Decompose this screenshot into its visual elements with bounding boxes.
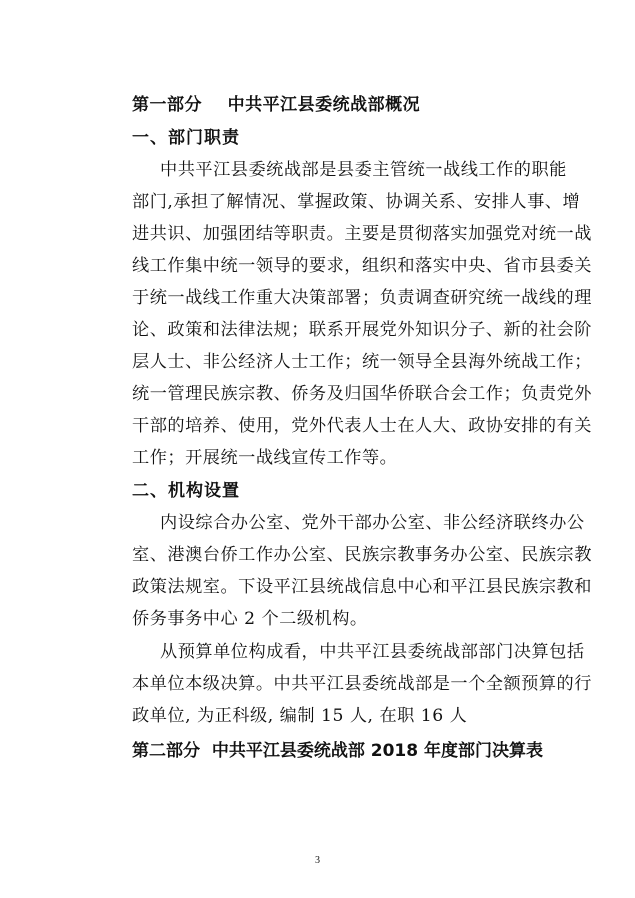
text-line: 本单位本级决算。中共平江县委统战部是一个全额预算的行 (132, 674, 592, 694)
text-line: 进共识、加强团结等职责。主要是贯彻落实加强党对统一战 (132, 224, 592, 244)
page-number: 3 (315, 855, 320, 866)
text-line: 政单位, 为正科级, 编制 15 人, 在职 16 人 (132, 706, 468, 726)
text-line: 层人士、非公经济人士工作；统一领导全县海外统战工作； (132, 352, 592, 372)
text-line: 政策法规室。下设平江县统战信息中心和平江县民族宗教和 (132, 577, 592, 597)
text-line: 从预算单位构成看，中共平江县委统战部部门决算包括 (160, 642, 585, 662)
text-line: 中共平江县委统战部是县委主管统一战线工作的职能 (160, 160, 567, 180)
text-line: 部门,承担了解情况、掌握政策、协调关系、安排人事、增 (132, 192, 581, 212)
section2-title: 二、机构设置 (132, 481, 240, 501)
text-line: 于统一战线工作重大决策部署；负责调查研究统一战线的理 (132, 288, 592, 308)
part2-title: 第二部分 中共平江县委统战部 2018 年度部门决算表 (132, 741, 543, 761)
text-line: 工作；开展统一战线宣传工作等。 (132, 448, 398, 468)
text-line: 侨务事务中心 2 个二级机构。 (132, 609, 368, 629)
text-line: 内设综合办公室、党外干部办公室、非公经济联终办公 (160, 513, 585, 533)
text-line: 论、政策和法律法规；联系开展党外知识分子、新的社会阶 (132, 320, 592, 340)
text-line: 干部的培养、使用，党外代表人士在人大、政协安排的有关 (132, 416, 592, 436)
text-line: 统一管理民族宗教、侨务及归国华侨联合会工作；负责党外 (132, 384, 592, 404)
section1-title: 一、部门职责 (132, 128, 240, 148)
part1-title: 第一部分 中共平江县委统战部概况 (132, 95, 421, 115)
text-line: 线工作集中统一领导的要求，组织和落实中央、省市县委关 (132, 256, 592, 276)
text-line: 室、港澳台侨工作办公室、民族宗教事务办公室、民族宗教 (132, 545, 592, 565)
